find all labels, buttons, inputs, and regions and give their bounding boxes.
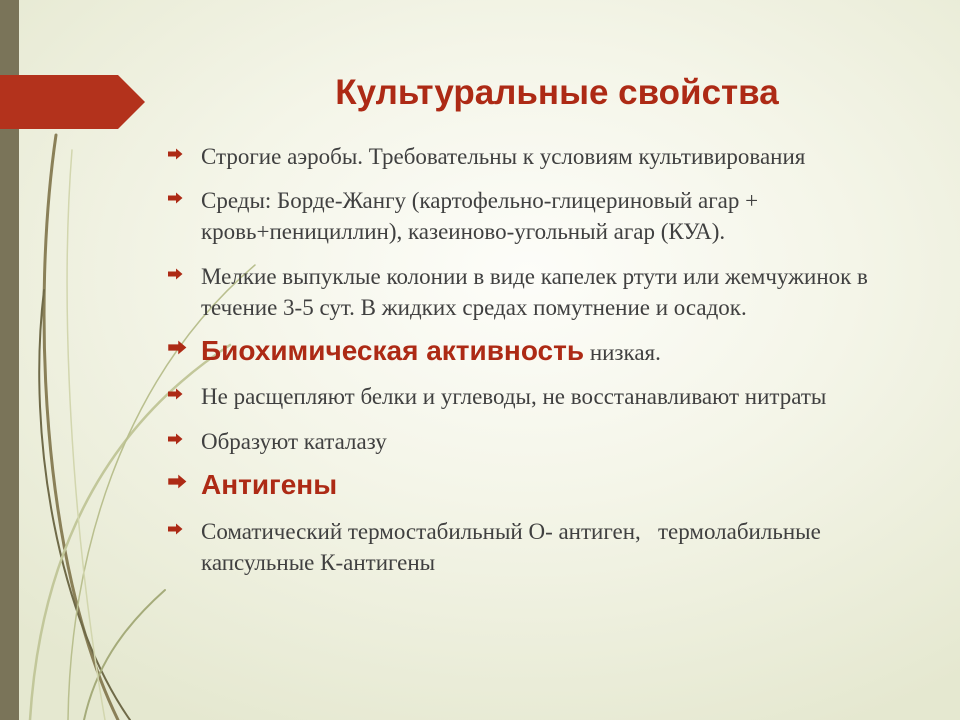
slide-title: Культуральные свойства	[335, 73, 779, 112]
item-text: Соматический термостабильный О- антиген, термолабильные капсульные К-антигены	[201, 518, 827, 575]
right-arrow-bullet-icon	[167, 523, 183, 535]
right-arrow-bullet-icon	[167, 433, 183, 445]
right-arrow-bullet-icon	[167, 268, 183, 280]
list-item	[165, 426, 935, 458]
list-item	[165, 381, 935, 413]
list-item-heading	[165, 469, 935, 503]
list-item	[165, 185, 935, 248]
list-item	[165, 261, 935, 324]
item-text: Мелкие выпуклые колонии в виде капелек ртути или жемчужинок в течение 3-5 сут. В жидких средах помутнение и осадок.	[201, 263, 868, 320]
item-text: Образуют каталазу	[201, 428, 387, 454]
item-text: Строгие аэробы. Требовательны к условиям культивирования	[201, 144, 806, 169]
biochem-heading: Биохимическая активность	[201, 334, 585, 366]
antigens-heading: Антигены	[201, 469, 338, 500]
right-arrow-bullet-icon	[167, 148, 183, 160]
list-item-heading	[165, 335, 935, 369]
right-arrow-bullet-icon	[167, 474, 187, 489]
item-text: Не расщепляют белки и углеводы, не восстанавливают нитраты	[201, 384, 827, 409]
title-accent-arrow	[0, 75, 145, 129]
right-arrow-bullet-icon	[167, 388, 183, 400]
list-item	[165, 516, 935, 579]
bullet-list	[165, 141, 935, 579]
right-arrow-bullet-icon	[167, 192, 183, 204]
right-arrow-bullet-icon	[167, 340, 187, 355]
item-text: Среды: Борде-Жангу (картофельно-глицериновый агар + кровь+пенициллин), казеиново-угольный агар (КУА).	[201, 187, 759, 244]
list-item	[165, 141, 935, 173]
biochem-tail: низкая.	[584, 339, 661, 365]
